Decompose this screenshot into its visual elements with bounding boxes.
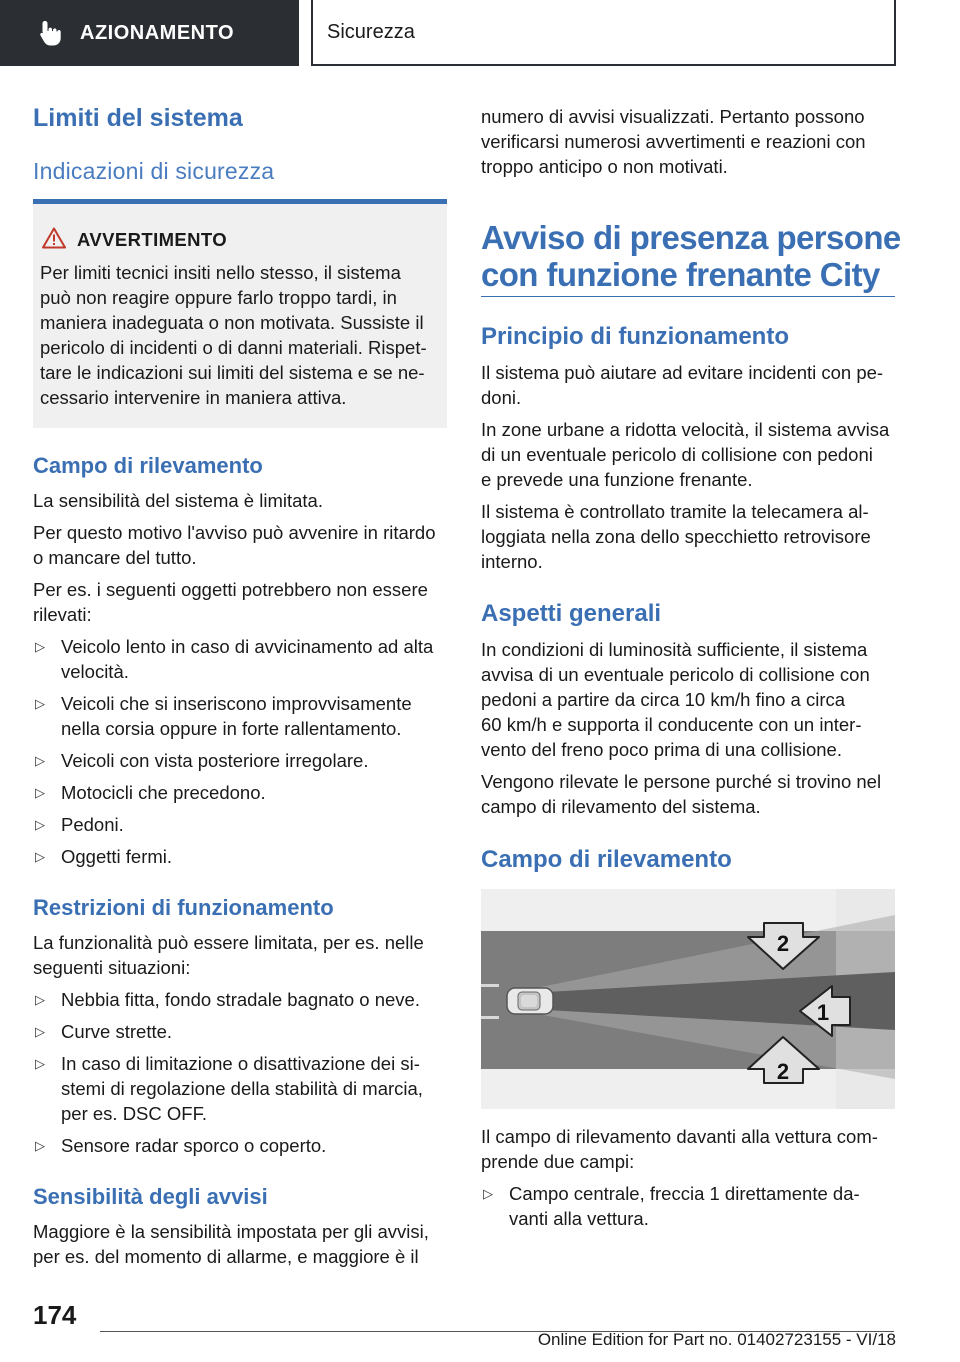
list-item: ▷ Pedoni. [35, 814, 124, 835]
sensibilita-body: Maggiore è la sensibilità impostata per gli avvisi, per es. del momento di allarme, e maggiore è il [33, 1221, 429, 1267]
restrizioni-list [33, 987, 447, 1158]
title-rule [481, 296, 895, 297]
list-item: ▷ In caso di limitazione o disattivazione dei si- stemi di regolazione della stabilità di marcia, per es. DSC OFF. [35, 1053, 423, 1124]
principio-body: Il sistema può aiutare ad evitare incidenti con pe- doni. In zone urbane a ridotta velocità, il sistema avvisa di un eventuale pericolo di collisione con pedoni e prevede una funzione frenante. Il sistema è controllato tramite la telecamera al- loggiata nella zona dello specchietto retrovisore interno. [481, 362, 890, 572]
footer-text: Online Edition for Part no. 01402723155 - VI/18 [537, 1330, 896, 1349]
campo-body: La sensibilità del sistema è limitata. Per questo motivo l'avviso può avvenire in ritardo o mancare del tutto. Per es. i seguenti oggetti potrebbero non essere rilevati: ▷ Veicolo lento in caso di avvicinamento ad alta velocità. ▷ Veicoli che si inseriscono improvvisamente nella corsia oppure in forte rallentamento. ▷ Veicoli con vista posteriore irregolare. ▷ Motocicli che precedono. ▷ Pedoni. ▷ Oggetti fermi. [33, 488, 447, 869]
subtitle: Indicazioni di sicurezza [33, 158, 275, 184]
heading-principio: Principio di funzionamento [481, 323, 789, 350]
list-item: ▷ Campo centrale, freccia 1 direttamente da- vanti alla vettura. [483, 1183, 860, 1229]
svg-text:2: 2 [776, 1059, 790, 1084]
warning-title: AVVERTIMENTO [77, 229, 228, 250]
restrizioni-body: La funzionalità può essere limitata, per es. nelle seguenti situazioni: ▷ Nebbia fitta, fondo stradale bagnato o neve. ▷ Curve strette. ▷ In caso di limitazione o disattivazione dei si- stemi di regolazione della stabilità di marcia, per es. DSC OFF. ▷ Sensore radar sporco o coperto. [33, 930, 447, 1158]
heading-restrizioni: Restrizioni di funzionamento [33, 895, 334, 920]
list-item: ▷ Veicolo lento in caso di avvicinamento ad alta velocità. [35, 636, 434, 682]
warning-box [33, 199, 447, 428]
pointing-hand-icon [36, 18, 66, 48]
page-number: 174 [33, 1300, 77, 1330]
list-item: ▷ Motocicli che precedono. [35, 782, 266, 803]
campo-list [33, 634, 447, 869]
list-item: ▷ Nebbia fitta, fondo stradale bagnato o neve. [35, 989, 420, 1010]
heading-aspetti: Aspetti generali [481, 600, 662, 627]
section-title: AZIONAMENTO [80, 21, 235, 44]
aspetti-body: In condizioni di luminosità sufficiente, il sistema avvisa di un eventuale pericolo di collisione con pedoni a partire da circa 10 km/h fino a circa 60 km/h e supporta il conducente con un inter- vento del freno poco prima di una collisione. Vengono rilevate le persone purché si trovino nel campo di rilevamento del sistema. [481, 639, 882, 817]
detection-field-figure [481, 889, 895, 1109]
heading-campo: Campo di rilevamento [33, 453, 263, 478]
chapter-header [311, 0, 896, 66]
list-item: ▷ Veicoli con vista posteriore irregolare. [35, 750, 369, 771]
svg-text:1: 1 [816, 1000, 830, 1025]
caption-list [481, 1181, 895, 1231]
chapter-title: Sicurezza [327, 20, 415, 43]
continued-text: numero di avvisi visualizzati. Pertanto possono verificarsi numerosi avvertimenti e reazioni con troppo anticipo o non motivati. [481, 106, 866, 177]
list-item: ▷ Curve strette. [35, 1021, 173, 1042]
heading-sensibilita: Sensibilità degli avvisi [33, 1184, 268, 1209]
car-icon [507, 988, 553, 1014]
page-title: Limiti del sistema [33, 104, 243, 132]
heading-campo-right: Campo di rilevamento [481, 846, 732, 873]
svg-text:2: 2 [776, 931, 790, 956]
warning-triangle-icon [42, 227, 66, 249]
list-item: ▷ Veicoli che si inseriscono improvvisamente nella corsia oppure in forte rallentamento. [35, 693, 412, 739]
section-tab [0, 0, 299, 66]
list-item: ▷ Oggetti fermi. [35, 846, 173, 867]
list-item: ▷ Sensore radar sporco o coperto. [35, 1135, 327, 1156]
caption-body: Il campo di rilevamento davanti alla vettura com- prende due campi: ▷ Campo centrale, freccia 1 direttamente da- vanti alla vettura. [481, 1124, 895, 1231]
main-title: Avviso di presenza persone con funzione frenante City [481, 219, 901, 293]
warning-text: Per limiti tecnici insiti nello stesso, il sistema può non reagire oppure farlo troppo tardi, in maniera inadeguata o non motivata. Sussiste il pericolo di incidenti o di danni materiali. Rispet- tare le indicazioni sui limiti del sistema e se ne- cessario intervenire in maniera attiva. [40, 262, 427, 408]
